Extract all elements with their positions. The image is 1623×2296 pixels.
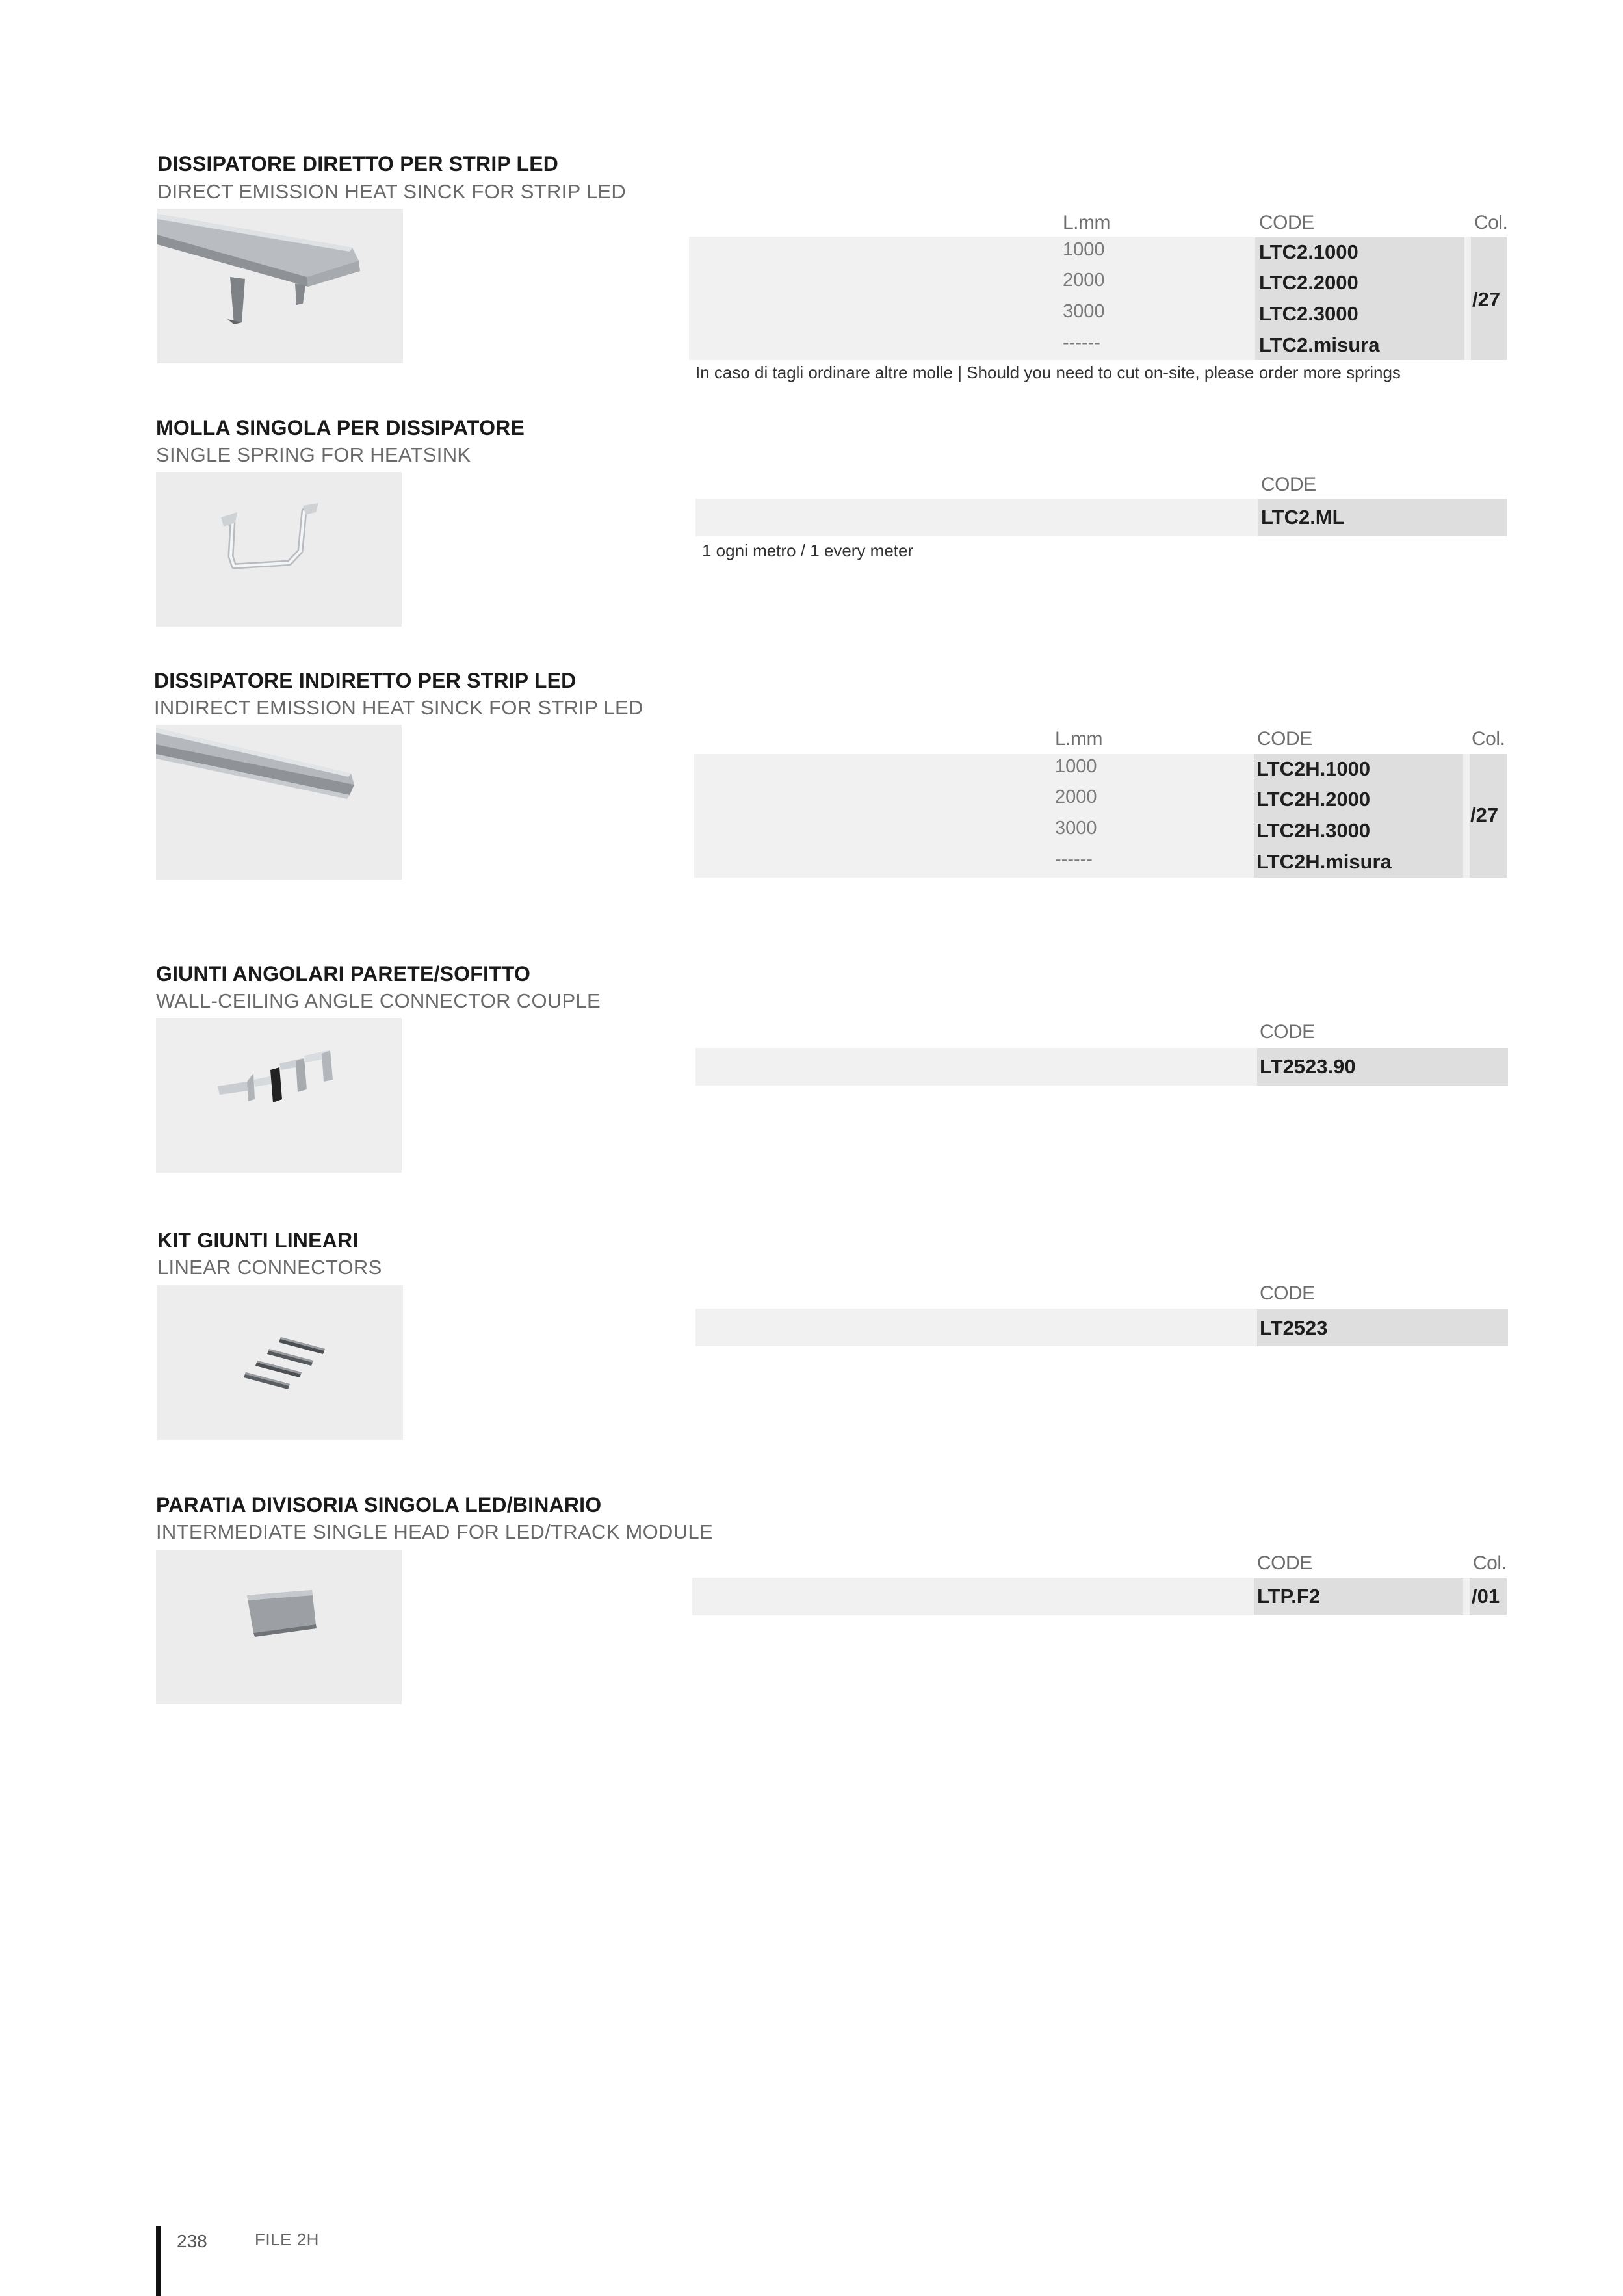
section-title: MOLLA SINGOLA PER DISSIPATORE [156,416,525,439]
length-value: 3000 [1063,301,1105,322]
angle-connectors-image [156,1018,402,1173]
section-subtitle: INTERMEDIATE SINGLE HEAD FOR LED/TRACK MODULE [156,1520,713,1543]
code-header: CODE [1260,1021,1315,1043]
product-code: LTC2.ML [1261,506,1345,528]
product-photo [156,725,402,880]
section-title: PARATIA DIVISORIA SINGOLA LED/BINARIO [156,1493,602,1517]
product-code: LTC2.1000 [1259,241,1358,263]
product-code: LTC2H.1000 [1256,757,1371,780]
length-value: ------ [1063,332,1100,353]
length-value: 2000 [1055,787,1097,807]
product-photo [157,1285,403,1440]
product-code: LT2523 [1260,1316,1328,1339]
catalog-name: FILE 2H [255,2230,319,2249]
section-subtitle: DIRECT EMISSION HEAT SINCK FOR STRIP LED [157,180,627,203]
code-header: CODE [1257,1552,1312,1574]
section-title: DISSIPATORE DIRETTO PER STRIP LED [157,152,559,176]
linear-connectors-image [157,1285,403,1440]
code-header: CODE [1259,212,1314,233]
single-head-plate-image [156,1550,402,1704]
spring-image [156,472,402,627]
length-value: ------ [1055,849,1093,870]
length-value: 1000 [1055,756,1097,777]
order-note: In caso di tagli ordinare altre molle | Should you need to cut on-site, please order more springs [695,363,1401,382]
heatsink-profile-image [157,209,403,363]
color-code: /27 [1472,288,1501,311]
product-code: LTC2H.3000 [1256,819,1371,842]
product-photo [156,1018,402,1173]
product-photo [156,1550,402,1704]
length-header: L.mm [1055,728,1102,750]
product-code: LT2523.90 [1260,1055,1356,1078]
product-code: LTC2.3000 [1259,302,1358,325]
product-code: LTC2H.2000 [1256,788,1371,811]
product-code: LTC2.misura [1259,333,1380,356]
code-header: CODE [1260,1283,1315,1304]
section-subtitle: WALL-CEILING ANGLE CONNECTOR COUPLE [156,989,601,1012]
product-code: LTC2H.misura [1256,850,1392,873]
section-title: DISSIPATORE INDIRETTO PER STRIP LED [154,669,577,692]
product-photo [157,209,403,363]
color-code: /01 [1472,1585,1500,1608]
section-title: GIUNTI ANGOLARI PARETE/SOFITTO [156,962,531,985]
product-code: LTC2.2000 [1259,271,1358,294]
color-code: /27 [1470,803,1499,826]
quantity-note: 1 ogni metro / 1 every meter [702,541,914,560]
code-header: CODE [1261,474,1316,495]
indirect-profile-image [156,725,402,880]
length-value: 3000 [1055,818,1097,839]
col-header: Col. [1474,212,1508,233]
length-header: L.mm [1063,212,1110,233]
length-value: 1000 [1063,239,1105,260]
code-header: CODE [1257,728,1312,750]
footer-bar [156,2226,161,2296]
product-code: LTP.F2 [1257,1585,1321,1608]
length-value: 2000 [1063,270,1105,291]
section-subtitle: INDIRECT EMISSION HEAT SINCK FOR STRIP LED [154,696,643,719]
section-subtitle: LINEAR CONNECTORS [157,1256,382,1279]
col-header: Col. [1472,728,1505,750]
section-subtitle: SINGLE SPRING FOR HEATSINK [156,443,471,466]
page-number: 238 [177,2231,207,2251]
product-photo [156,472,402,627]
col-header: Col. [1473,1552,1507,1574]
section-title: KIT GIUNTI LINEARI [157,1229,359,1252]
